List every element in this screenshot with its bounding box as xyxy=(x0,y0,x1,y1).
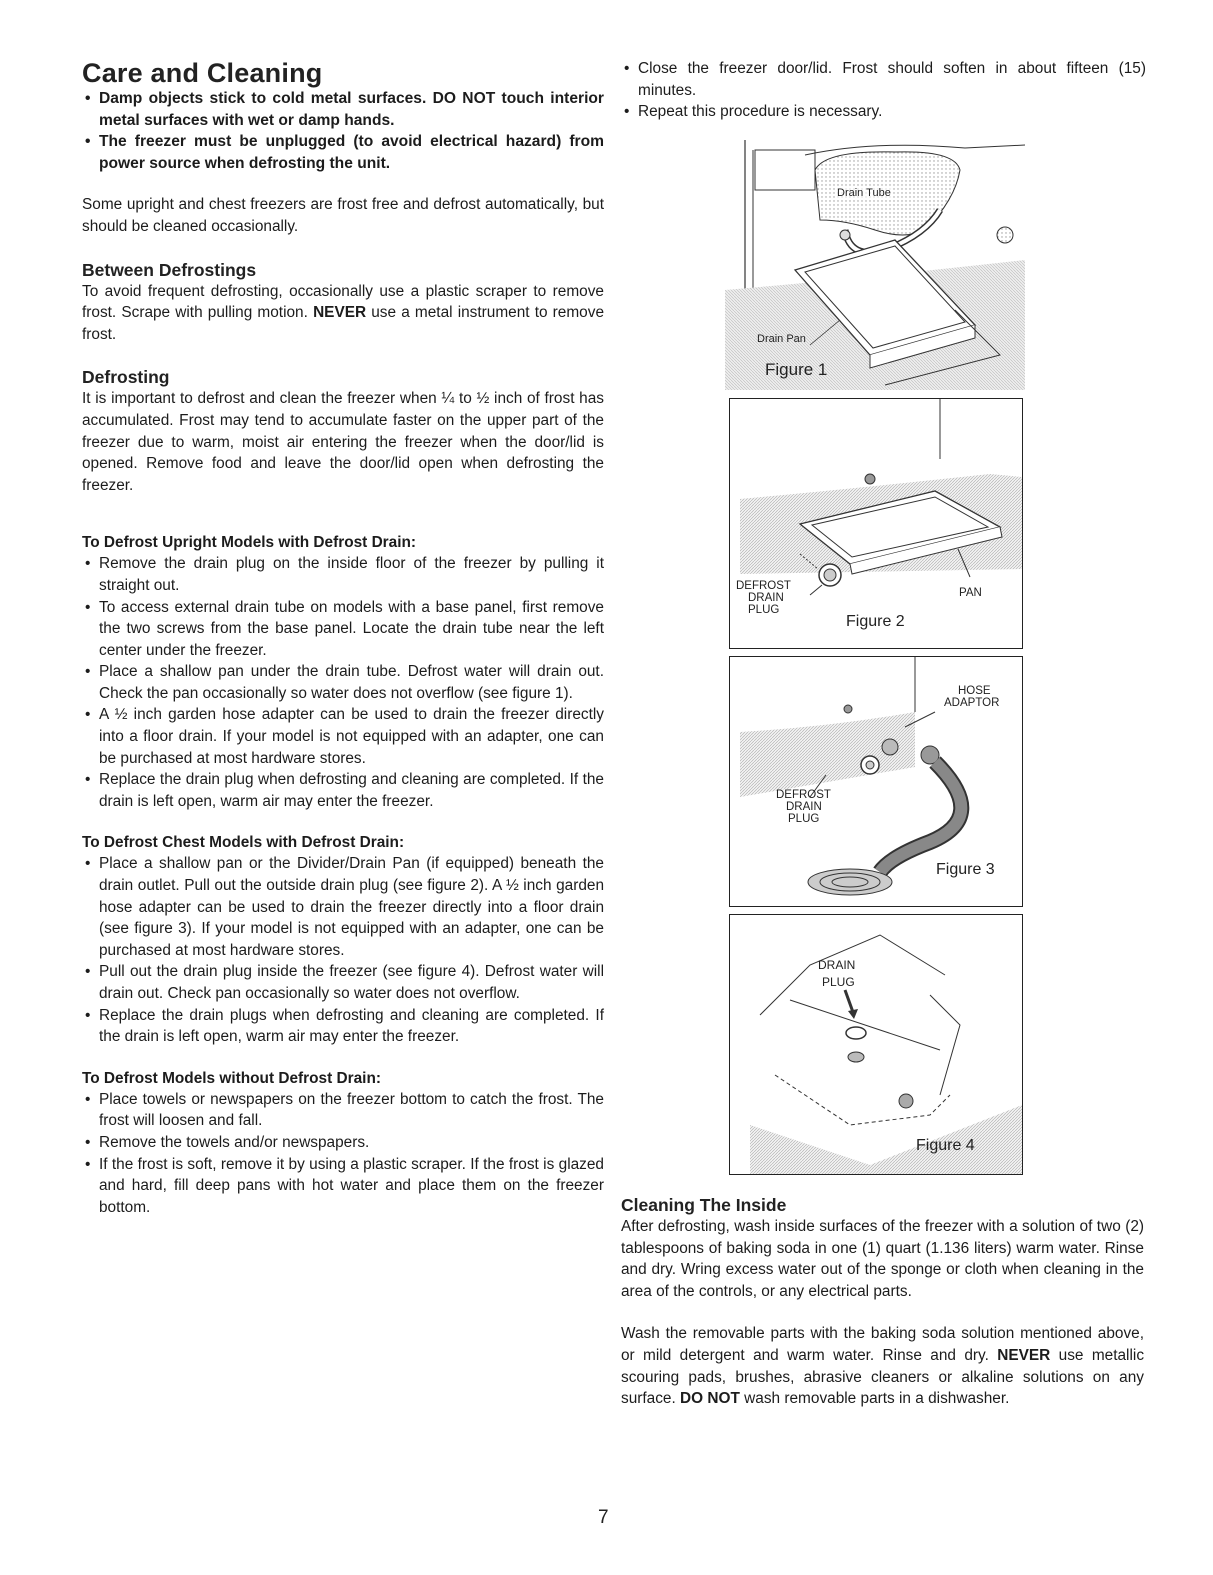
list-item: • If the frost is soft, remove it by using a plastic scraper. If the frost is glazed and hard, fill deep pans with hot water and place them on the freezer bottom. xyxy=(82,1154,604,1219)
list-item: • To access external drain tube on models with a base panel, first remove the two screws from the base panel. Locate the drain tube near the left center under the freezer. xyxy=(82,597,604,662)
warning-item: • The freezer must be unplugged (to avoid electrical hazard) from power source when defrosting the unit. xyxy=(82,131,604,174)
hose-callout: HOSE xyxy=(958,685,991,697)
list-item: • Place a shallow pan or the Divider/Drain Pan (if equipped) beneath the drain outlet. Pull out the outside drain plug (see figure 2). A ½ inch garden hose adapter can be used to drain the freezer directly into a floor drain (see figure 3). If your model is not equipped with an adapter, one can be purchased at most hardware stores. xyxy=(82,853,604,961)
intro-paragraph: Some upright and chest freezers are frost free and defrost automatically, but should be cleaned occasionally. xyxy=(82,196,604,235)
figure-1-label: Figure 1 xyxy=(765,360,828,379)
section-heading-between-defrostings: Between Defrostings xyxy=(82,259,257,280)
cleaning-text: Wash the removable parts with the baking soda solution mentioned above, or mild detergent and warm water. Rinse and dry. xyxy=(621,1325,1144,1364)
no-drain-list xyxy=(82,1089,604,1219)
plug-callout: PLUG xyxy=(748,604,780,616)
drain-pan-callout: Drain Pan xyxy=(757,333,806,345)
defrosting-paragraph: It is important to defrost and clean the freezer when ¼ to ½ inch of frost has accumulated. Frost may tend to accumulate faster on the upper part of the freezer due to warm, moist air entering the freezer when the door/lid is opened. Remove food and leave the door/lid open when defrosting the freezer. xyxy=(82,390,604,494)
section-heading-defrosting: Defrosting xyxy=(82,367,170,388)
list-item: • Remove the towels and/or newspapers. xyxy=(82,1132,604,1154)
pan-callout: PAN xyxy=(959,587,982,599)
drain-callout: DRAIN xyxy=(786,801,822,813)
figure-1 xyxy=(725,140,1025,390)
page-title: Care and Cleaning xyxy=(82,58,323,88)
warning-item: • Damp objects stick to cold metal surfaces. DO NOT touch interior metal surfaces with wet or damp hands. xyxy=(82,88,604,131)
figure-3 xyxy=(729,656,1023,907)
list-item: • A ½ inch garden hose adapter can be used to drain the freezer directly into a floor drain. If your model is not equipped with an adapter, one can be purchased at most hardware stores. xyxy=(82,704,604,769)
do-not-emphasis: DO NOT xyxy=(680,1390,740,1408)
cleaning-paragraph-2 xyxy=(621,1323,1144,1409)
defrost-callout: DEFROST xyxy=(736,580,791,592)
between-text-end: use a metal instrument to remove frost. xyxy=(82,304,604,343)
cleaning-text: wash removable parts in a dishwasher. xyxy=(744,1390,1010,1408)
list-item: • Place a shallow pan under the drain tube. Defrost water will drain out. Check the pan occasionally so water does not overflow (see figure 1). xyxy=(82,661,604,704)
cleaning-section xyxy=(621,1195,1144,1410)
never-emphasis: NEVER xyxy=(997,1346,1051,1364)
right-column-top xyxy=(621,58,1146,123)
adaptor-callout: ADAPTOR xyxy=(944,697,1000,709)
page-number: 7 xyxy=(598,1507,609,1528)
list-item: • Pull out the drain plug inside the freezer (see figure 4). Defrost water will drain out. Check pan occasionally so water does not overflow. xyxy=(82,961,604,1004)
figure-1-illustration xyxy=(725,140,1025,390)
figure-3-label: Figure 3 xyxy=(936,861,995,878)
chest-list xyxy=(82,853,604,1047)
drain-tube-callout: Drain Tube xyxy=(837,187,891,199)
between-text: To avoid frequent defrosting, occasionally use a plastic scraper to remove frost. Scrape with pulling motion. xyxy=(82,282,604,322)
subheading-upright: To Defrost Upright Models with Defrost Drain: xyxy=(82,534,417,552)
figure-4 xyxy=(729,914,1023,1175)
list-item: • Replace the drain plugs when defrosting and cleaning are completed. If the drain is left open, warm air may enter the freezer. xyxy=(82,1005,604,1048)
plug-callout: PLUG xyxy=(788,813,820,825)
figure-4-label: Figure 4 xyxy=(916,1137,975,1154)
list-item: • Place towels or newspapers on the freezer bottom to catch the frost. The frost will loosen and fall. xyxy=(82,1089,604,1132)
warning-list xyxy=(82,88,604,174)
left-column xyxy=(82,88,604,1218)
figure-4-illustration xyxy=(730,915,1022,1174)
list-item: • Close the freezer door/lid. Frost should soften in about fifteen (15) minutes. xyxy=(621,58,1146,101)
drain-callout: DRAIN xyxy=(818,958,856,972)
never-emphasis: NEVER xyxy=(313,304,367,322)
list-item: • Remove the drain plug on the inside floor of the freezer by pulling it straight out. xyxy=(82,553,604,596)
list-item: • Repeat this procedure is necessary. xyxy=(621,101,1146,123)
defrost-callout: DEFROST xyxy=(776,789,831,801)
subheading-chest: To Defrost Chest Models with Defrost Drain: xyxy=(82,834,405,852)
figure-2-label: Figure 2 xyxy=(846,613,905,630)
right-top-list xyxy=(621,58,1146,123)
upright-list xyxy=(82,553,604,812)
list-item: • Replace the drain plug when defrosting and cleaning are completed. If the drain is left open, warm air may enter the freezer. xyxy=(82,769,604,812)
drain-callout: DRAIN xyxy=(748,592,784,604)
subheading-no-drain: To Defrost Models without Defrost Drain: xyxy=(82,1069,381,1087)
cleaning-paragraph-1: After defrosting, wash inside surfaces of the freezer with a solution of two (2) tablespoons of baking soda in one (1) quart (1.136 liters) warm water. Rinse and dry. Wring excess water out of the sponge or cloth when cleaning in the area of the controls, or any electrical parts. xyxy=(621,1218,1144,1300)
figure-2 xyxy=(729,398,1023,649)
section-heading-cleaning: Cleaning The Inside xyxy=(621,1195,787,1215)
plug-callout: PLUG xyxy=(822,975,855,989)
between-paragraph xyxy=(82,281,604,346)
cleaning-text: use metallic scouring pads, brushes, abrasive cleaners or alkaline solutions on any surface. xyxy=(621,1346,1145,1408)
